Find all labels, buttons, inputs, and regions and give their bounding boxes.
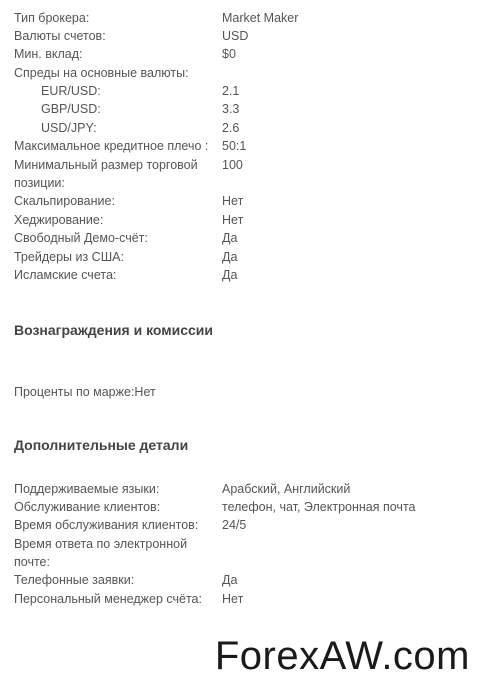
detail-value: Да xyxy=(222,268,238,282)
detail-label: Исламские счета: xyxy=(14,268,117,282)
detail-row-hedging xyxy=(14,211,454,229)
detail-label: позиции: xyxy=(14,176,65,190)
detail-label: Трейдеры из США: xyxy=(14,250,124,264)
detail-row-spreads-header xyxy=(14,64,454,82)
detail-value: 24/5 xyxy=(222,518,247,532)
extra-row-phone-orders xyxy=(14,571,454,589)
detail-row-min-trade-size-cont xyxy=(14,174,454,192)
detail-row-eurusd xyxy=(14,82,454,100)
detail-value: 100 xyxy=(222,158,243,172)
detail-row-scalping xyxy=(14,192,454,210)
detail-value: 3.3 xyxy=(222,102,240,116)
detail-label: Максимальное кредитное плечо : xyxy=(14,139,209,153)
extra-row-personal-manager xyxy=(14,590,454,608)
detail-row-min-deposit xyxy=(14,45,454,63)
detail-label: EUR/USD: xyxy=(41,84,101,98)
detail-row-free-demo xyxy=(14,229,454,247)
detail-label: Скальпирование: xyxy=(14,194,115,208)
detail-label: Валюты счетов: xyxy=(14,29,106,43)
detail-label: Телефонные заявки: xyxy=(14,573,135,587)
detail-value: $0 xyxy=(222,47,236,61)
detail-row-usdjpy xyxy=(14,119,454,137)
detail-label: Персональный менеджер счёта: xyxy=(14,592,202,606)
detail-value: 2.6 xyxy=(222,121,240,135)
extra-row-customer-service xyxy=(14,498,454,516)
detail-label: Спреды на основные валюты: xyxy=(14,66,189,80)
detail-value: телефон, чат, Электронная почта xyxy=(222,500,416,514)
detail-label: Минимальный размер торговой xyxy=(14,158,198,172)
detail-row-islamic-accounts xyxy=(14,266,454,284)
detail-value: Да xyxy=(222,231,238,245)
detail-value: 2.1 xyxy=(222,84,240,98)
detail-label: GBP/USD: xyxy=(41,102,101,116)
detail-value: Нет xyxy=(222,592,244,606)
detail-label: Обслуживание клиентов: xyxy=(14,500,161,514)
extra-details-heading: Дополнительные детали xyxy=(14,437,189,453)
detail-value: USD xyxy=(222,29,249,43)
rewards-heading: Вознаграждения и комиссии xyxy=(14,322,214,338)
detail-value: Арабский, Английский xyxy=(222,482,351,496)
detail-label: USD/JPY: xyxy=(41,121,97,135)
detail-row-account-currency xyxy=(14,27,454,45)
detail-label: Время ответа по электронной xyxy=(14,537,188,551)
extra-row-email-response-cont xyxy=(14,553,454,571)
detail-value: Market Maker xyxy=(222,11,299,25)
detail-value: Нет xyxy=(222,194,244,208)
detail-label: Мин. вклад: xyxy=(14,47,83,61)
detail-value: Да xyxy=(222,573,238,587)
extra-row-service-hours xyxy=(14,516,454,534)
detail-label: Время обслуживания клиентов: xyxy=(14,518,199,532)
extra-row-languages xyxy=(14,480,454,498)
detail-value: Нет xyxy=(222,213,244,227)
detail-row-broker-type xyxy=(14,9,454,27)
detail-row-us-traders xyxy=(14,248,454,266)
margin-interest-text: Проценты по марже:Нет xyxy=(14,385,156,399)
detail-label: Хеджирование: xyxy=(14,213,104,227)
detail-label: почте: xyxy=(14,555,50,569)
detail-row-min-trade-size xyxy=(14,156,454,174)
extra-row-email-response xyxy=(14,535,454,553)
site-watermark: ForexAW.com xyxy=(214,634,470,678)
detail-value: 50:1 xyxy=(222,139,247,153)
detail-row-gbpusd xyxy=(14,100,454,118)
detail-label: Свободный Демо-счёт: xyxy=(14,231,148,245)
detail-label: Поддерживаемые языки: xyxy=(14,482,160,496)
detail-row-max-leverage xyxy=(14,137,454,155)
detail-label: Тип брокера: xyxy=(14,11,90,25)
detail-value: Да xyxy=(222,250,238,264)
